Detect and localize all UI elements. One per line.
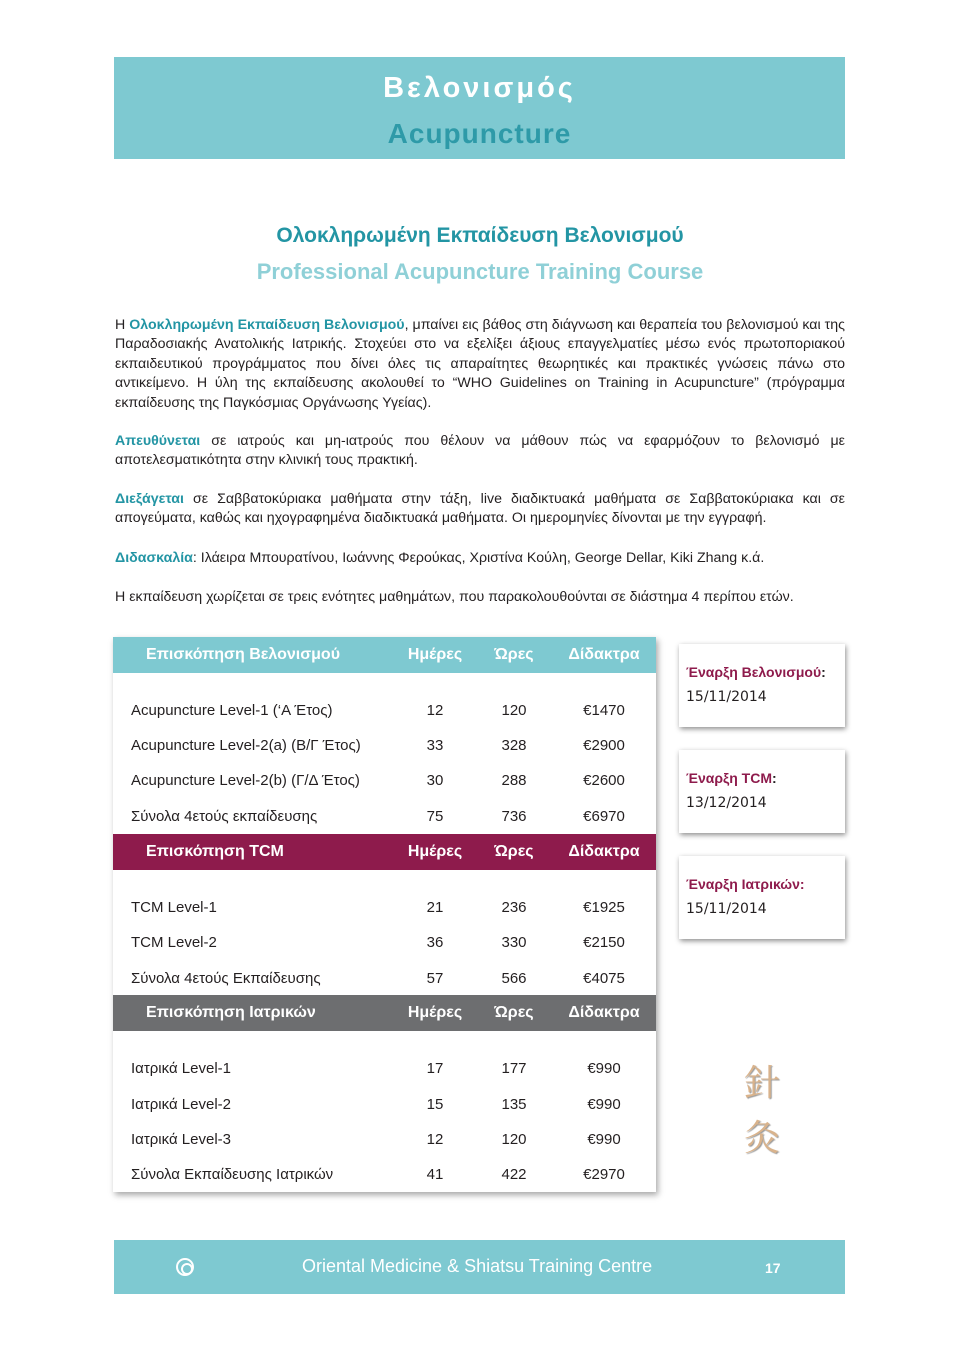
acupuncture-table-title: Επισκόπηση Βελονισμού (146, 646, 341, 663)
schedule-text: σε Σαββατοκύριακα μαθήματα στην τάξη, live διαδικτυακά μαθήματα σε Σαββατοκύριακα και σε απογεύματα, καθώς και ηχογραφημένα διαδικτυακά μαθήματα. Οι ημερομηνίες δίνονται με την εγγραφή. (115, 491, 845, 527)
table-total-row (113, 967, 656, 991)
row-hours: 120 (501, 702, 527, 719)
row-fee: €990 (587, 1096, 621, 1113)
audience-highlight: Απευθύνεται (115, 433, 201, 449)
days-header: Ημέρες (407, 1004, 463, 1021)
row-hours: 736 (501, 808, 527, 825)
start-date-value: 15/11/2014 (686, 901, 767, 917)
row-hours: 236 (501, 899, 527, 916)
hours-header: Ώρες (494, 843, 534, 860)
start-date-label-text: Έναρξη Βελονισμού (686, 664, 822, 680)
table-row (113, 1057, 656, 1081)
centre-logo-icon (176, 1258, 194, 1276)
row-days: 57 (426, 970, 444, 987)
audience-text: σε ιατρούς και μη-ιατρούς που θέλουν να μάθουν πώς να εφαρμόζουν το βελονισμό με αποτελεσματικότητα στην κλινική τους πρακτική. (115, 433, 845, 469)
row-days: 21 (426, 899, 444, 916)
table-total-row (113, 1163, 656, 1187)
row-days: 17 (426, 1060, 444, 1077)
table-row (113, 1093, 656, 1117)
row-hours: 135 (501, 1096, 527, 1113)
teachers-text: : Ιλάειρα Μπουρατίνου, Ιωάννης Φερούκας, Χριστίνα Κούλη, George Dellar, Kiki Zhang κ.ά. (192, 550, 765, 566)
schedule-paragraph (115, 490, 845, 529)
calligraphy-char-jiu: 灸 (743, 1118, 780, 1159)
row-hours: 288 (501, 772, 527, 789)
intro-highlight: Ολοκληρωμένη Εκπαίδευση Βελονισμού (129, 317, 405, 333)
intro-prefix: Η (115, 317, 130, 333)
row-days: 36 (426, 934, 444, 951)
audience-paragraph (115, 432, 845, 471)
row-name: Acupuncture Level-1 (‘Α Έτος) (131, 702, 333, 719)
structure-paragraph: Η εκπαίδευση χωρίζεται σε τρεις ενότητες μαθημάτων, που παρακολουθούνται σε διάστημα 4 περίπου ετών. (115, 589, 794, 605)
tcm-table-title: Επισκόπηση TCM (146, 843, 284, 860)
table-row (113, 896, 656, 920)
row-name: Ιατρικά Level-3 (131, 1131, 231, 1148)
fees-header: Δίδακτρα (568, 843, 640, 860)
row-fee: €990 (587, 1131, 621, 1148)
hours-header: Ώρες (494, 646, 534, 663)
intro-paragraph (115, 316, 845, 413)
medical-table-header (113, 995, 656, 1031)
teachers-highlight: Διδασκαλία (115, 550, 193, 566)
tcm-table-header (113, 834, 656, 870)
days-header: Ημέρες (407, 646, 463, 663)
calligraphy-char-zhen: 針 (743, 1063, 780, 1104)
start-date-label-text: Έναρξη TCM (686, 770, 772, 786)
row-name: Σύνολα 4ετούς Εκπαίδευσης (131, 970, 321, 987)
page-number: 17 (765, 1260, 781, 1276)
row-name: Ιατρικά Level-1 (131, 1060, 231, 1077)
row-fee: €6970 (583, 808, 625, 825)
row-hours: 328 (501, 737, 527, 754)
start-date-label: Έναρξη TCM: (686, 770, 777, 786)
hours-header: Ώρες (494, 1004, 534, 1021)
fees-tables (113, 637, 656, 1192)
start-date-label-text: Έναρξη Ιατρικών: (686, 876, 805, 892)
row-days: 30 (426, 772, 444, 789)
row-days: 15 (426, 1096, 444, 1113)
row-name: Σύνολα Εκπαίδευσης Ιατρικών (131, 1166, 334, 1183)
start-date-medical (679, 856, 845, 939)
row-fee: €2900 (583, 737, 625, 754)
days-header: Ημέρες (407, 843, 463, 860)
row-hours: 422 (501, 1166, 527, 1183)
row-hours: 120 (501, 1131, 527, 1148)
title-english: Acupuncture (387, 118, 572, 149)
table-row (113, 734, 656, 758)
row-fee: €2150 (583, 934, 625, 951)
row-fee: €1925 (583, 899, 625, 916)
fees-header: Δίδακτρα (568, 1004, 640, 1021)
start-date-label: Έναρξη Βελονισμού: (686, 664, 826, 680)
start-date-value: 15/11/2014 (686, 689, 767, 705)
row-name: Ιατρικά Level-2 (131, 1096, 231, 1113)
fees-header: Δίδακτρα (568, 646, 640, 663)
teachers-paragraph (115, 549, 845, 568)
title-greek: Βελονισμός (383, 72, 576, 104)
row-name: Σύνολα 4ετούς εκπαίδευσης (131, 808, 318, 825)
row-name: Acupuncture Level-2(a) (Β/Γ Έτος) (131, 737, 361, 754)
start-date-tcm (679, 750, 845, 833)
row-days: 75 (426, 808, 444, 825)
medical-table-title: Επισκόπηση Ιατρικών (146, 1004, 316, 1021)
row-hours: 330 (501, 934, 527, 951)
table-row (113, 769, 656, 793)
row-name: Acupuncture Level-2(b) (Γ/Δ Έτος) (131, 772, 360, 789)
start-date-label (686, 876, 805, 892)
row-fee: €2970 (583, 1166, 625, 1183)
table-row (113, 699, 656, 723)
table-row (113, 1128, 656, 1152)
footer-bar (114, 1240, 845, 1294)
row-fee: €2600 (583, 772, 625, 789)
row-days: 12 (426, 702, 444, 719)
schedule-highlight: Διεξάγεται (115, 491, 184, 507)
course-title: Ολοκληρωμένη Εκπαίδευση Βελονισμού (276, 224, 684, 247)
title-banner (114, 57, 845, 159)
row-days: 41 (426, 1166, 444, 1183)
row-fee: €1470 (583, 702, 625, 719)
row-hours: 566 (501, 970, 527, 987)
row-hours: 177 (501, 1060, 527, 1077)
course-subtitle: Professional Acupuncture Training Course (256, 259, 704, 284)
row-fee: €990 (587, 1060, 621, 1077)
table-row (113, 931, 656, 955)
acupuncture-table-header (113, 637, 656, 673)
row-name: TCM Level-1 (131, 899, 217, 916)
centre-name: Oriental Medicine & Shiatsu Training Centre (302, 1256, 653, 1276)
row-days: 33 (426, 737, 444, 754)
row-fee: €4075 (583, 970, 625, 987)
table-total-row (113, 805, 656, 829)
row-name: TCM Level-2 (131, 934, 217, 951)
intro-text: , μπαίνει εις βάθος στη διάγνωση και θεραπεία του βελονισμού και της Παραδοσιακής Ανατολικής Ιατρικής. Στοχεύει στο να εξελίξει άξιους επαγγελματίες μέσω ενός πρωτοποριακού εκπαιδευτικού προγράμματος που δίνει όλες τις απαραίτητες θεωρητικές και πρακτικές γνώσεις πάνω στο αντικείμενο. Η ύλη της εκπαίδευσης ακολουθεί το “WHO Guidelines on Training in Acupuncture” (πρόγραμμα εκπαίδευσης της Παγκόσμιας Οργάνωσης Υγείας). (115, 317, 846, 411)
start-date-acupuncture (679, 644, 845, 727)
start-date-value: 13/12/2014 (686, 795, 767, 811)
row-days: 12 (426, 1131, 444, 1148)
